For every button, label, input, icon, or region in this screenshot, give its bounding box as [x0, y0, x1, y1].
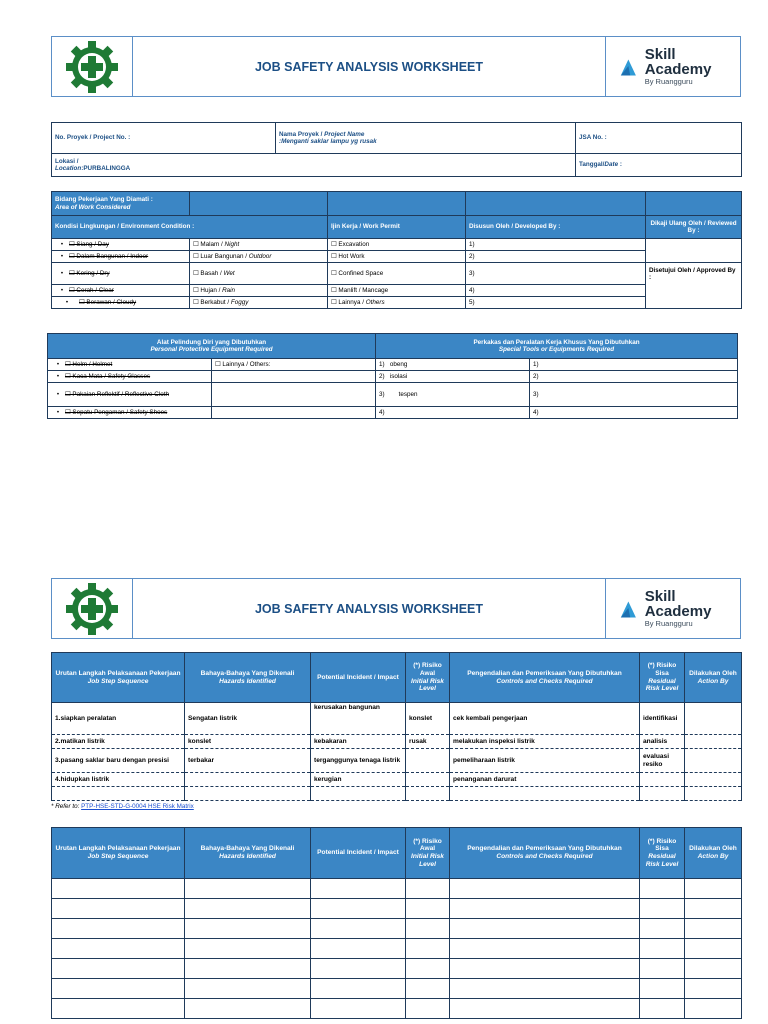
ppe-option[interactable]: • ☐ Pakaian Reflektif / Reflective Cloth: [48, 383, 212, 407]
action-by-cell[interactable]: [685, 749, 742, 773]
hazard-cell[interactable]: terbakar: [185, 749, 311, 773]
tool-item: 4): [376, 407, 530, 419]
tool-item: 2) isolasi: [376, 371, 530, 383]
table-row: [52, 939, 742, 959]
col-header-action-by: Dilakukan Oleh Action By: [685, 828, 742, 879]
hazard-cell[interactable]: [185, 773, 311, 787]
brand-name: Skill Academy: [644, 588, 712, 621]
env-option[interactable]: ☐ Hujan / Rain: [190, 285, 328, 297]
jsa-steps-table: [51, 652, 742, 801]
project-name-value: :Menganti saklar lampu yg rusak: [279, 138, 377, 145]
col-header-impact: Potential Incident / Impact: [311, 828, 406, 879]
env-option[interactable]: ☐ Malam / Night: [190, 239, 328, 251]
residual-risk-cell[interactable]: [640, 787, 685, 801]
brand-name: Skill Academy: [644, 46, 712, 79]
env-option[interactable]: • ☐ Siang / Day: [52, 239, 190, 251]
tool-item: 1): [530, 359, 738, 371]
col-header-controls: Pengendalian dan Pemeriksaan Yang Dibutuhkan Controls and Checks Required: [450, 653, 640, 703]
table-row: [52, 703, 742, 735]
risk-matrix-note: * Refer to: PTP-HSE-STD-G-0004 HSE Risk Matrix: [51, 803, 194, 810]
col-header-initial-risk: (*) Risiko Awal Initial Risk Level: [406, 828, 450, 879]
tool-item: 4): [530, 407, 738, 419]
worksheet-header-2: [51, 578, 741, 639]
tool-item: 2): [530, 371, 738, 383]
hazard-cell[interactable]: [185, 787, 311, 801]
impact-cell[interactable]: kerugian: [311, 773, 406, 787]
reviewer-slot: [646, 239, 742, 263]
env-option[interactable]: ☐ Basah / Wet: [190, 263, 328, 285]
col-header-action-by: Dilakukan Oleh Action By: [685, 653, 742, 703]
permit-option[interactable]: ☐ Lainnya / Others: [328, 297, 466, 309]
ppe-option[interactable]: • ☐ Helm / Helmet: [48, 359, 212, 371]
col-header-steps: Urutan Langkah Pelaksanaan Pekerjaan Job Step Sequence: [52, 828, 185, 879]
risk-matrix-link[interactable]: PTP-HSE-STD-G-0004 HSE Risk Matrix: [81, 803, 194, 810]
env-option[interactable]: • ☐ Cerah / Clear: [52, 285, 190, 297]
col-header-steps: Urutan Langkah Pelaksanaan Pekerjaan Job Step Sequence: [52, 653, 185, 703]
action-by-cell[interactable]: [685, 773, 742, 787]
developer-slot: 5): [466, 297, 646, 309]
col-header-residual-risk: (*) Risiko Sisa Residual Risk Level: [640, 828, 685, 879]
env-option[interactable]: • ☐ Dalam Bangunan / Indoor: [52, 251, 190, 263]
step-cell[interactable]: 2.matikan listrik: [52, 735, 185, 749]
residual-risk-cell[interactable]: evaluasi resiko: [640, 749, 685, 773]
permit-option[interactable]: ☐ Manlift / Mancage: [328, 285, 466, 297]
location-cell: Lokasi / Location:PURBALINGGA: [52, 154, 576, 177]
developer-slot: 1): [466, 239, 646, 251]
residual-risk-cell[interactable]: [640, 773, 685, 787]
col-header-hazards: Bahaya-Bahaya Yang Dikenali Hazards Identified: [185, 828, 311, 879]
worksheet-title: JOB SAFETY ANALYSIS WORKSHEET: [254, 601, 484, 616]
col-header-initial-risk: (*) Risiko Awal Initial Risk Level: [406, 653, 450, 703]
tool-item: 3) tespen: [376, 383, 530, 407]
col-header-residual-risk: (*) Risiko Sisa Residual Risk Level: [640, 653, 685, 703]
location-value: :PURBALINGGA: [81, 165, 131, 172]
approved-label: Disetujui Oleh / Approved By :: [646, 263, 742, 309]
ppe-option[interactable]: • ☐ Sepatu Pengaman / Safety Shoes: [48, 407, 212, 419]
ppe-tools-table: [47, 333, 738, 419]
tool-item: 3): [530, 383, 738, 407]
permit-option[interactable]: ☐ Excavation: [328, 239, 466, 251]
tools-header: Perkakas dan Peralatan Kerja Khusus Yang Dibutuhkan Special Tools or Equipments Required: [376, 334, 738, 359]
table-row: [52, 787, 742, 801]
step-cell[interactable]: 1.siapkan peralatan: [52, 703, 185, 735]
col-header-hazards: Bahaya-Bahaya Yang Dikenali Hazards Identified: [185, 653, 311, 703]
permit-option[interactable]: ☐ Confined Space: [328, 263, 466, 285]
permit-option[interactable]: ☐ Hot Work: [328, 251, 466, 263]
permit-header: Ijin Kerja / Work Permit: [328, 216, 466, 239]
skill-academy-logo-icon: [618, 56, 639, 78]
project-no-label: No. Proyek / Project No. :: [52, 123, 276, 154]
control-cell[interactable]: pemeliharaan listrik: [450, 749, 640, 773]
safety-cross-gear-icon: [64, 39, 120, 95]
step-cell[interactable]: 4.hidupkan listrik: [52, 773, 185, 787]
step-cell[interactable]: 3.pasang saklar baru dengan presisi: [52, 749, 185, 773]
col-header-impact: Potential Incident / Impact: [311, 653, 406, 703]
table-row: [52, 773, 742, 787]
control-cell[interactable]: melakukan inspeksi listrik: [450, 735, 640, 749]
reviewed-header: Dikaji Ulang Oleh / Reviewed By :: [646, 216, 742, 239]
action-by-cell[interactable]: [685, 787, 742, 801]
project-name-cell: Nama Proyek / Project Name :Menganti saklar lampu yg rusak: [276, 123, 576, 154]
env-header: Kondisi Lingkungan / Environment Condition :: [52, 216, 328, 239]
hazard-cell[interactable]: Sengatan listrik: [185, 703, 311, 735]
env-option[interactable]: ☐ Berkabut / Foggy: [190, 297, 328, 309]
control-cell[interactable]: penanganan darurat: [450, 773, 640, 787]
step-cell[interactable]: [52, 787, 185, 801]
developer-slot: 3): [466, 263, 646, 285]
brand-sub: By Ruangguru: [644, 77, 693, 87]
table-row: [52, 979, 742, 999]
initial-risk-cell[interactable]: [406, 749, 450, 773]
worksheet-title: JOB SAFETY ANALYSIS WORKSHEET: [254, 59, 484, 74]
residual-risk-cell[interactable]: identifikasi: [640, 703, 685, 735]
date-cell: Tanggal/Date :: [576, 154, 742, 177]
initial-risk-cell[interactable]: rusak: [406, 735, 450, 749]
brand-logo: [605, 37, 740, 96]
brand-logo: [605, 579, 740, 638]
impact-cell[interactable]: kerusakan bangunan: [311, 703, 406, 735]
safety-cross-gear-icon: [64, 581, 120, 637]
control-cell[interactable]: [450, 787, 640, 801]
ppe-others-option[interactable]: ☐ Lainnya / Others:: [212, 359, 376, 371]
area-label: Bidang Pekerjaan Yang Diamati : Area of Work Considered: [52, 192, 190, 216]
table-row: [52, 899, 742, 919]
skill-academy-logo-icon: [618, 598, 639, 620]
developer-slot: 4): [466, 285, 646, 297]
conditions-table: [51, 191, 742, 309]
table-row: [52, 959, 742, 979]
control-cell[interactable]: cek kembali pengerjaan: [450, 703, 640, 735]
table-row: [52, 735, 742, 749]
impact-cell[interactable]: terganggunya tenaga listrik: [311, 749, 406, 773]
brand-sub: By Ruangguru: [644, 619, 693, 629]
col-header-controls: Pengendalian dan Pemeriksaan Yang Dibutuhkan Controls and Checks Required: [450, 828, 640, 879]
jsa-steps-table-blank: [51, 827, 742, 1019]
table-row: [52, 999, 742, 1019]
worksheet-header: [51, 36, 741, 97]
developer-slot: 2): [466, 251, 646, 263]
action-by-cell[interactable]: [685, 735, 742, 749]
env-option[interactable]: • ☐ Kering / Dry: [52, 263, 190, 285]
tool-item: 1) obeng: [376, 359, 530, 371]
initial-risk-cell[interactable]: [406, 773, 450, 787]
developed-header: Disusun Oleh / Developed By :: [466, 216, 646, 239]
impact-cell[interactable]: [311, 787, 406, 801]
ppe-header: Alat Pelindung Diri yang Dibutuhkan Personal Protective Equipment Required: [48, 334, 376, 359]
k3-logo: [52, 37, 133, 96]
jsa-no-label: JSA No. :: [576, 123, 742, 154]
table-row: [52, 919, 742, 939]
project-info-table: [51, 122, 742, 177]
action-by-cell[interactable]: [685, 703, 742, 735]
table-row: [52, 749, 742, 773]
env-option[interactable]: ☐ Luar Bangunan / Outdoor: [190, 251, 328, 263]
k3-logo: [52, 579, 133, 638]
initial-risk-cell[interactable]: konslet: [406, 703, 450, 735]
initial-risk-cell[interactable]: [406, 787, 450, 801]
impact-cell[interactable]: kebakaran: [311, 735, 406, 749]
residual-risk-cell[interactable]: analisis: [640, 735, 685, 749]
hazard-cell[interactable]: konslet: [185, 735, 311, 749]
env-option[interactable]: • ☐ Berawan / Cloudy: [52, 297, 190, 309]
table-row: [52, 879, 742, 899]
ppe-option[interactable]: • ☐ Kaca Mata / Safety Glasses: [48, 371, 212, 383]
